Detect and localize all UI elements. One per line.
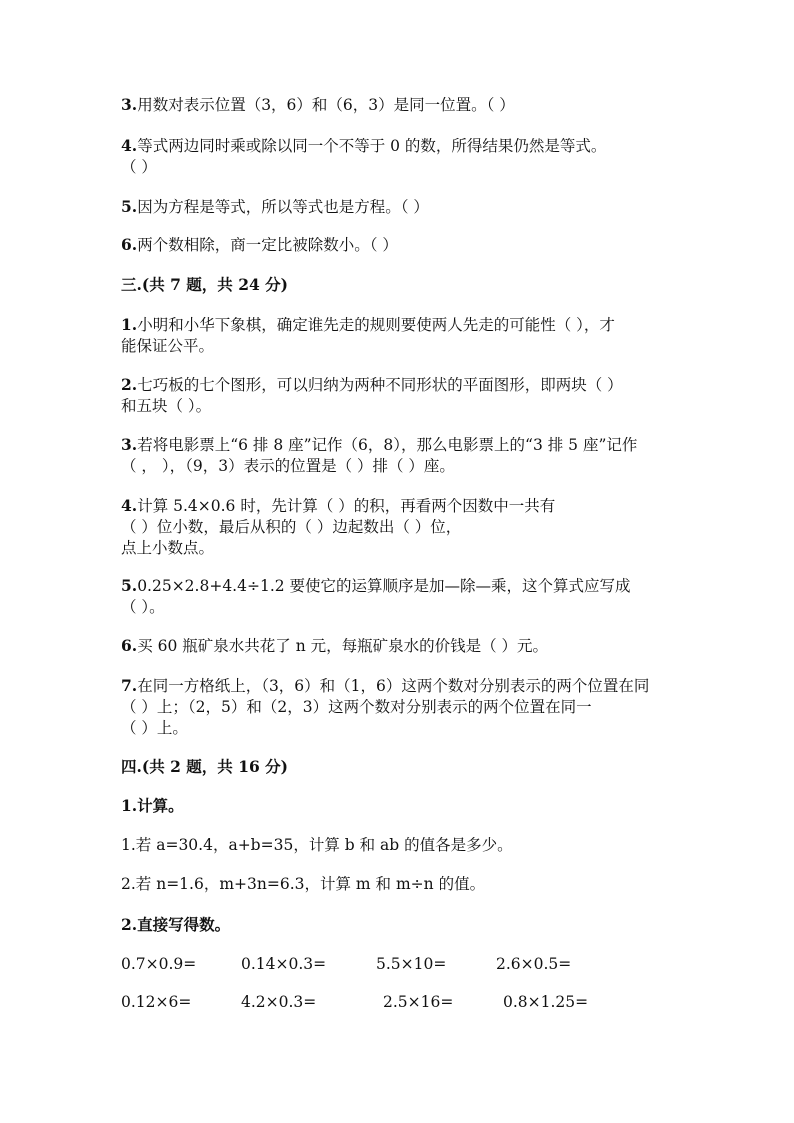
question-3-7 bbox=[121, 675, 681, 739]
question-text: 买 60 瓶矿泉水共花了 n 元，每瓶矿泉水的价钱是（ ）元。 bbox=[137, 637, 549, 655]
question-3-6 bbox=[121, 635, 681, 657]
question-number: 1. bbox=[121, 315, 138, 334]
question-3-3 bbox=[121, 434, 681, 477]
math-item: 5.5×10= bbox=[376, 955, 447, 973]
math-item: 0.8×1.25= bbox=[503, 993, 589, 1011]
math-item: 0.7×0.9= bbox=[121, 955, 197, 973]
question-text: 小明和小华下象棋，确定谁先走的规则要使两人先走的可能性（ ），才 能保证公平。 bbox=[121, 316, 615, 355]
section-heading-4: 四.(共 2 题，共 16 分) bbox=[121, 757, 289, 776]
question-number: 5. bbox=[121, 576, 138, 595]
question-text: 等式两边同时乘或除以同一个不等于 0 的数，所得结果仍然是等式。 （ ） bbox=[121, 137, 607, 176]
question-2-5 bbox=[121, 196, 681, 218]
question-4-2-title: 2.直接写得数。 bbox=[121, 915, 231, 934]
question-number: 5. bbox=[121, 197, 138, 216]
question-3-1 bbox=[121, 314, 681, 357]
question-4-1-title: 1.计算。 bbox=[121, 796, 184, 815]
math-item: 0.14×0.3= bbox=[241, 955, 327, 973]
question-number: 3. bbox=[121, 95, 138, 114]
math-item: 2.5×16= bbox=[383, 993, 454, 1011]
question-3-2 bbox=[121, 374, 681, 417]
question-text: 用数对表示位置（3，6）和（6，3）是同一位置。（ ） bbox=[137, 96, 515, 114]
question-number: 3. bbox=[121, 435, 138, 454]
question-number: 4. bbox=[121, 136, 138, 155]
question-2-3 bbox=[121, 94, 681, 116]
question-text: 计算 5.4×0.6 时，先计算（ ）的积，再看两个因数中一共有 （ ）位小数，最后从积的（ ）边起数出（ ）位， 点上小数点。 bbox=[121, 497, 556, 557]
question-text: 0.25×2.8+4.4÷1.2 要使它的运算顺序是加—除—乘，这个算式应写成 （ ）。 bbox=[121, 577, 631, 616]
question-text: 若将电影票上“6 排 8 座”记作（6，8），那么电影票上的“3 排 5 座”记作 （ ， ），（9，3）表示的位置是（ ）排（ ）座。 bbox=[121, 436, 638, 475]
question-4-1-sub1: 1.若 a=30.4，a+b=35，计算 b 和 ab 的值各是多少。 bbox=[121, 836, 513, 854]
math-item: 2.6×0.5= bbox=[496, 955, 572, 973]
question-number: 6. bbox=[121, 235, 138, 254]
math-item: 0.12×6= bbox=[121, 993, 192, 1011]
question-number: 4. bbox=[121, 496, 138, 515]
math-item: 4.2×0.3= bbox=[241, 993, 317, 1011]
question-text: 因为方程是等式，所以等式也是方程。（ ） bbox=[137, 198, 429, 216]
question-text: 七巧板的七个图形，可以归纳为两种不同形状的平面图形，即两块（ ） 和五块（ ）。 bbox=[121, 376, 623, 415]
question-text: 在同一方格纸上，（3，6）和（1，6）这两个数对分别表示的两个位置在同 （ ）上；（2，5）和（2，3）这两个数对分别表示的两个位置在同一 （ ）上。 bbox=[121, 677, 650, 737]
question-3-5 bbox=[121, 575, 681, 618]
question-number: 6. bbox=[121, 636, 138, 655]
question-number: 2. bbox=[121, 375, 138, 394]
question-2-6 bbox=[121, 234, 681, 256]
question-number: 7. bbox=[121, 676, 138, 695]
question-4-1-sub2: 2.若 n=1.6，m+3n=6.3，计算 m 和 m÷n 的值。 bbox=[121, 875, 486, 893]
section-heading-3: 三.(共 7 题，共 24 分) bbox=[121, 275, 289, 294]
question-3-4 bbox=[121, 495, 681, 559]
question-2-4 bbox=[121, 135, 681, 178]
question-text: 两个数相除，商一定比被除数小。（ ） bbox=[137, 236, 398, 254]
